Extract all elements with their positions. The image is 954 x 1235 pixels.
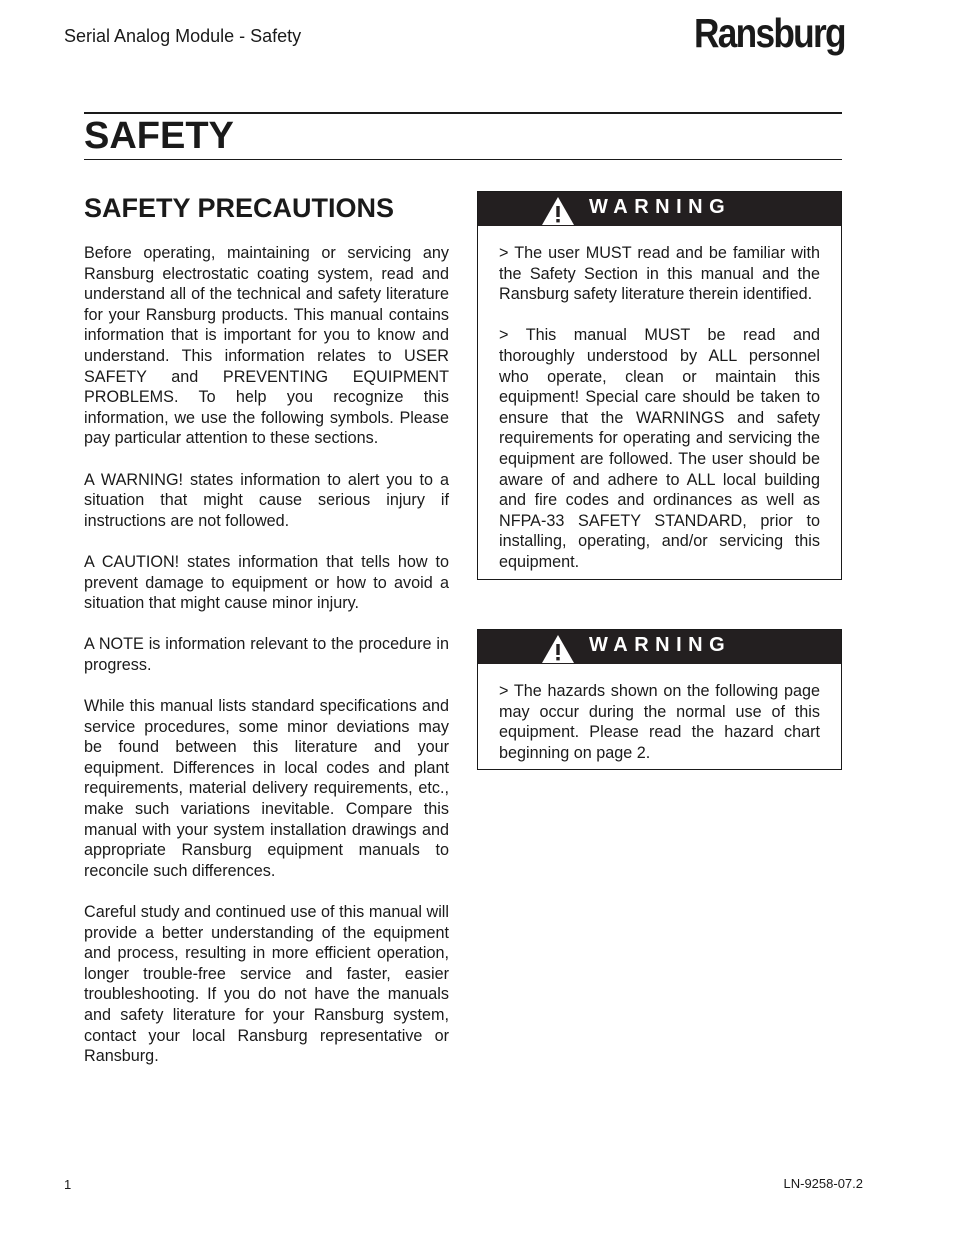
brand-logo: Ransburg xyxy=(694,10,845,56)
warning-box xyxy=(477,629,842,770)
paragraph: A NOTE is information relevant to the procedure in progress. xyxy=(84,635,449,674)
paragraph: While this manual lists standard specifications and service procedures, some minor deviations may be found between this literature and your equipment. Differences in local codes and plant requirements, material delivery requirements, etc., make such variations inevitable. Compare this manual with your system installation drawings and appropriate Ransburg equipment manuals to reconcile such differences. xyxy=(84,697,449,880)
section-heading: SAFETY PRECAUTIONS xyxy=(84,193,395,223)
paragraph: Before operating, maintaining or servicing any Ransburg electrostatic coating system, read and understand all of the technical and safety literature for your Ransburg products. This manual contains information that is important for you to know and understand. This information relates to USER SAFETY and PREVENTING EQUIPMENT PROBLEMS. To help you recognize this information, we use the following symbols. Please pay particular attention to these sections. xyxy=(84,244,449,448)
warning-triangle-icon xyxy=(541,196,575,226)
page-number: 1 xyxy=(64,1177,72,1192)
paragraph: A WARNING! states information to alert you to a situation that might cause serious injury if instructions are not followed. xyxy=(84,470,449,530)
warning-paragraph: > The user MUST read and be familiar with the Safety Section in this manual and the Ransburg safety literature therein identified. xyxy=(499,244,820,304)
warning-label: WARNING xyxy=(589,634,732,656)
warning-paragraph: > This manual MUST be read and thoroughly understood by ALL personnel who operate, clean or maintain this equipment! Special care should be taken to ensure that the WARNINGS and safety requirements for operating and servicing the equipment are followed. The user should be aware of and adhere to ALL local building and fire codes and ordinances as well as NFPA-33 SAFETY STANDARD, prior to installing, operating, and/or servicing this equipment. xyxy=(499,326,820,571)
warning-body xyxy=(478,226,841,579)
warning-box xyxy=(477,191,842,580)
document-title: Serial Analog Module - Safety xyxy=(64,26,302,46)
paragraph: Careful study and continued use of this manual will provide a better understanding of the equipment and process, resulting in more efficient operation, longer trouble-free service and faster, easier troubleshooting. If you do not have the manuals and safety literature for your Ransburg system, contact your local Ransburg representative or Ransburg. xyxy=(84,903,449,1066)
warning-paragraph: > The hazards shown on the following page may occur during the normal use of this equipment. Please read the hazard chart beginning on page 2. xyxy=(499,682,820,762)
warning-body xyxy=(478,664,841,769)
warning-triangle-icon xyxy=(541,634,575,664)
warning-header xyxy=(478,192,841,226)
warning-header xyxy=(478,630,841,664)
left-column xyxy=(84,243,449,1087)
document-number: LN-9258-07.2 xyxy=(783,1176,863,1191)
warning-label: WARNING xyxy=(589,196,732,218)
title-rule-bottom xyxy=(84,159,842,160)
page-title: SAFETY xyxy=(84,115,234,157)
paragraph: A CAUTION! states information that tells how to prevent damage to equipment or how to avoid a situation that might cause minor injury. xyxy=(84,552,449,613)
